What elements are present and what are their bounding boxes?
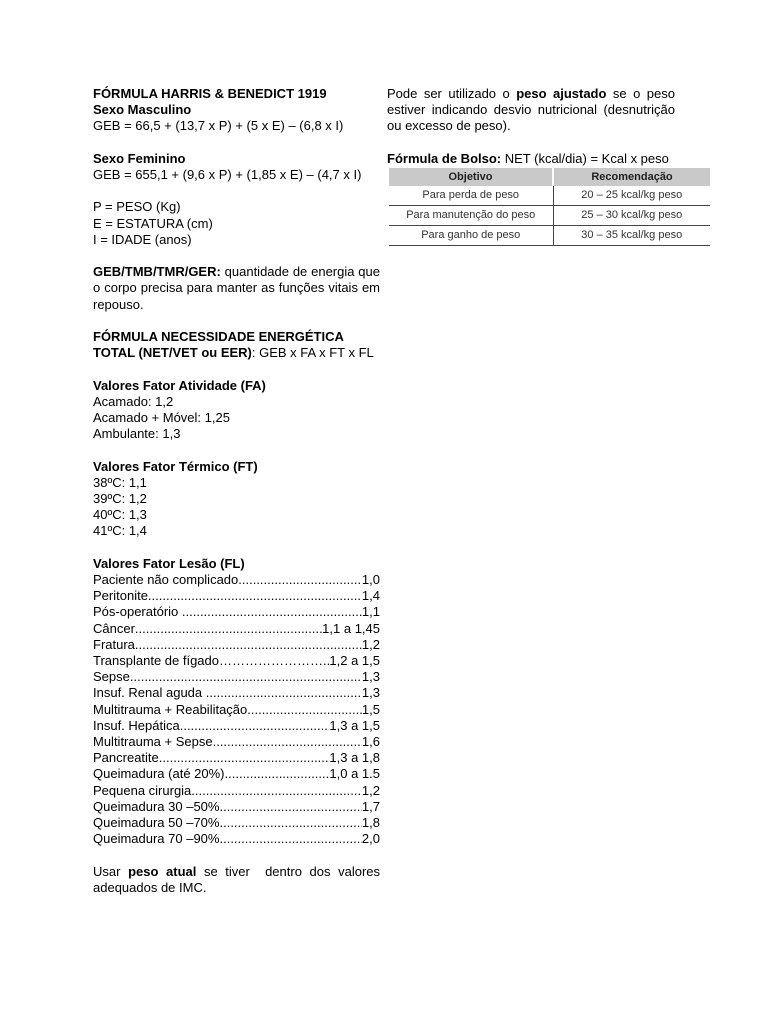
fl-row bbox=[93, 702, 380, 718]
fl-label: Paciente não complicado bbox=[93, 571, 239, 587]
fl-row bbox=[93, 783, 380, 799]
fl-value: 1,1 a 1,45 bbox=[322, 620, 380, 636]
table-cell-recomendacao: 25 – 30 kcal/kg peso bbox=[553, 206, 710, 226]
net-title-term: TOTAL (NET/VET ou EER) bbox=[93, 345, 252, 361]
fl-value: 1,5 bbox=[361, 701, 380, 717]
legend-estatura: E = ESTATURA (cm) bbox=[93, 215, 213, 231]
fl-label: Queimadura 70 –90% bbox=[93, 831, 220, 847]
fl-label: Queimadura (até 20%) bbox=[93, 766, 225, 782]
peso-atual-post: se tiver dentro dos valores adequados de IMC. bbox=[93, 863, 384, 895]
table-header-recomendacao: Recomendação bbox=[553, 168, 710, 186]
legend-idade: I = IDADE (anos) bbox=[93, 231, 192, 247]
geb-definition bbox=[93, 264, 380, 313]
fl-value: 1,0 bbox=[361, 571, 380, 587]
formula-bolso-text: NET (kcal/dia) = Kcal x peso bbox=[501, 150, 669, 166]
peso-ajustado-note bbox=[387, 86, 675, 135]
ft-item: 41ºC: 1,4 bbox=[93, 523, 147, 539]
fl-title: Valores Fator Lesão (FL) bbox=[93, 555, 245, 571]
fl-row bbox=[93, 572, 380, 588]
fl-label: Insuf. Renal aguda bbox=[93, 685, 206, 701]
fl-row bbox=[93, 831, 380, 847]
fl-row bbox=[93, 750, 380, 766]
fl-row bbox=[93, 718, 380, 734]
fa-item: Ambulante: 1,3 bbox=[93, 426, 181, 442]
fl-label: Peritonite bbox=[93, 588, 148, 604]
fl-row bbox=[93, 669, 380, 685]
fl-label: Pós-operatório bbox=[93, 604, 182, 620]
fl-value: 1,3 a 1,5 bbox=[329, 717, 380, 733]
fl-label: Multitrauma + Sepse bbox=[93, 734, 213, 750]
fl-row bbox=[93, 734, 380, 750]
net-formula: : GEB x FA x FT x FL bbox=[251, 345, 374, 361]
fl-value: 1,3 a 1,8 bbox=[329, 750, 380, 766]
fl-row bbox=[93, 653, 380, 669]
female-label: Sexo Feminino bbox=[93, 150, 186, 166]
fl-label: Sepse bbox=[93, 669, 130, 685]
fl-value: 1,0 a 1.5 bbox=[329, 766, 380, 782]
ft-item: 38ºC: 1,1 bbox=[93, 474, 147, 490]
fl-value: 1,6 bbox=[361, 734, 380, 750]
fl-label: Fratura bbox=[93, 636, 135, 652]
fl-value: 1,2 bbox=[361, 636, 380, 652]
fl-value: 1,2 bbox=[361, 782, 380, 798]
table-row bbox=[389, 226, 710, 246]
male-formula: GEB = 66,5 + (13,7 x P) + (5 x E) – (6,8 x I) bbox=[93, 118, 344, 134]
peso-atual-term: peso atual bbox=[128, 863, 197, 879]
geb-definition-term: GEB/TMB/TMR/GER: bbox=[93, 264, 221, 280]
fl-row bbox=[93, 766, 380, 782]
fl-value: 1,8 bbox=[361, 815, 380, 831]
fl-label: Câncer bbox=[93, 620, 135, 636]
ft-item: 40ºC: 1,3 bbox=[93, 507, 147, 523]
legend-peso: P = PESO (Kg) bbox=[93, 199, 181, 215]
fl-value: 2,0 bbox=[361, 831, 380, 847]
female-formula: GEB = 655,1 + (9,6 x P) + (1,85 x E) – (4,7 x I) bbox=[93, 167, 362, 182]
net-title-line1: FÓRMULA NECESSIDADE ENERGÉTICA bbox=[93, 328, 344, 344]
fl-value: 1,1 bbox=[361, 604, 380, 620]
fl-label: Pancreatite bbox=[93, 750, 159, 766]
fl-row bbox=[93, 799, 380, 815]
fl-value: 1,7 bbox=[361, 798, 380, 814]
fa-item: Acamado: 1,2 bbox=[93, 393, 174, 409]
fl-value: 1,4 bbox=[361, 588, 380, 604]
recommendation-table bbox=[389, 168, 710, 246]
table-cell-recomendacao: 20 – 25 kcal/kg peso bbox=[553, 186, 710, 206]
geb-definition-text: quantidade de energia que o corpo precisa para manter as funções vitais em repouso. bbox=[93, 264, 380, 312]
table-cell-objetivo: Para ganho de peso bbox=[389, 226, 553, 246]
fl-value: 1,3 bbox=[361, 669, 380, 685]
fl-label: Pequena cirurgia bbox=[93, 782, 192, 798]
fl-row bbox=[93, 815, 380, 831]
fl-row bbox=[93, 588, 380, 604]
table-row bbox=[389, 206, 710, 226]
peso-atual-pre: Usar bbox=[93, 863, 129, 879]
table-cell-objetivo: Para perda de peso bbox=[389, 186, 553, 206]
ft-title: Valores Fator Térmico (FT) bbox=[93, 458, 258, 474]
right-column bbox=[387, 86, 675, 167]
fl-row bbox=[93, 685, 380, 701]
fa-item: Acamado + Móvel: 1,25 bbox=[93, 409, 230, 425]
table-cell-recomendacao: 30 – 35 kcal/kg peso bbox=[553, 226, 710, 246]
peso-ajustado-post: se o peso estiver indicando desvio nutricional (desnutrição ou excesso de peso). bbox=[387, 86, 675, 134]
fl-row bbox=[93, 621, 380, 637]
fl-value: 1,2 a 1,5 bbox=[329, 653, 380, 668]
fl-label: Queimadura 30 –50% bbox=[93, 798, 220, 814]
table-header-objetivo: Objetivo bbox=[389, 168, 553, 186]
peso-ajustado-term: peso ajustado bbox=[516, 86, 607, 101]
peso-ajustado-pre: Pode ser utilizado o bbox=[387, 86, 517, 101]
formula-bolso-term: Fórmula de Bolso: bbox=[387, 150, 502, 166]
fl-label: Insuf. Hepática bbox=[93, 717, 180, 733]
male-label: Sexo Masculino bbox=[93, 102, 192, 118]
net-title-line2 bbox=[93, 345, 380, 361]
ft-item: 39ºC: 1,2 bbox=[93, 490, 147, 506]
fl-label: Transplante de fígado…………………… bbox=[93, 653, 323, 668]
table-cell-objetivo: Para manutenção do peso bbox=[389, 206, 553, 226]
fa-title: Valores Fator Atividade (FA) bbox=[93, 377, 266, 393]
peso-atual-note bbox=[93, 863, 384, 896]
left-column bbox=[93, 86, 384, 896]
fl-value: 1,3 bbox=[361, 685, 380, 701]
fl-row bbox=[93, 637, 380, 653]
hb-title: FÓRMULA HARRIS & BENEDICT 1919 bbox=[93, 86, 327, 101]
fl-label: Queimadura 50 –70% bbox=[93, 815, 220, 831]
fl-row bbox=[93, 604, 380, 620]
table-row bbox=[389, 186, 710, 206]
fl-label: Multitrauma + Reabilitação bbox=[93, 701, 248, 717]
table-header-row bbox=[389, 168, 710, 186]
formula-bolso bbox=[387, 151, 675, 167]
